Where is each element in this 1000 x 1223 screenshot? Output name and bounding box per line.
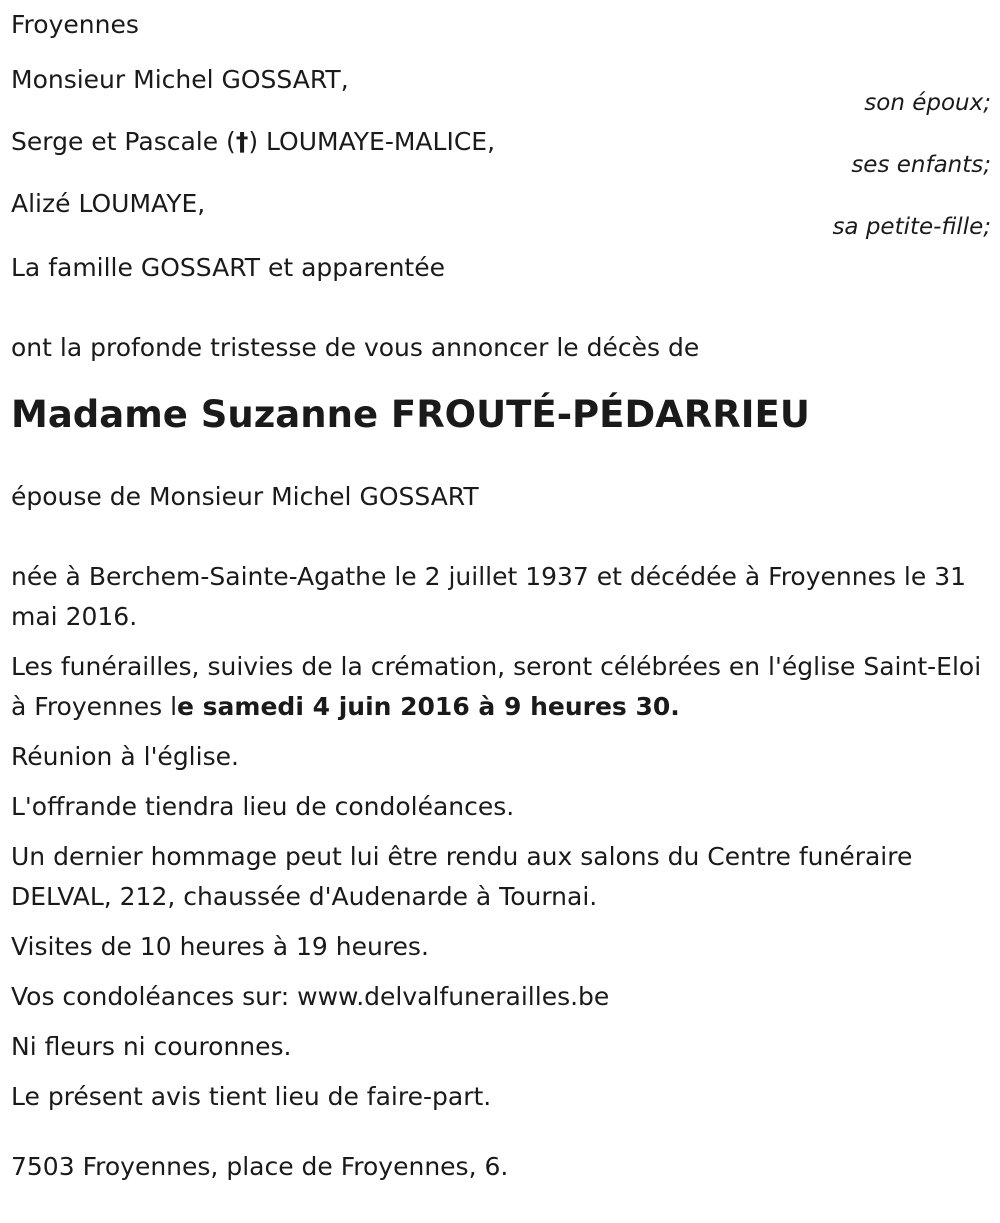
detail-homage: Un dernier hommage peut lui être rendu aux salons du Centre funéraire DELVAL, 212, chaussée d'Audenarde à Tournai. — [11, 842, 913, 911]
relation-row-children — [11, 122, 991, 184]
announcement: ont la profonde tristesse de vous annoncer le décès de — [11, 333, 700, 362]
death-notice — [11, 0, 991, 1187]
detail-visits: Visites de 10 heures à 19 heures. — [11, 932, 429, 961]
detail-meeting: Réunion à l'église. — [11, 742, 239, 771]
detail-faire-part: Le présent avis tient lieu de faire-part. — [11, 1082, 492, 1111]
relation-label: ses enfants; — [851, 152, 991, 178]
family-line: La famille GOSSART et apparentée — [11, 253, 445, 282]
deceased-name: Madame Suzanne FROUTÉ-PÉDARRIEU — [11, 393, 810, 436]
relative-name-before: Serge et Pascale ( — [11, 127, 236, 156]
birth-death: née à Berchem-Sainte-Agathe le 2 juillet 1937 et décédée à Froyennes le 31 mai 2016. — [11, 562, 967, 631]
relative-name-after: ) LOUMAYE-MALICE, — [248, 127, 496, 156]
cross-icon: † — [235, 127, 249, 156]
place-header: Froyennes — [11, 10, 139, 39]
address: 7503 Froyennes, place de Froyennes, 6. — [11, 1152, 509, 1181]
spouse-line: épouse de Monsieur Michel GOSSART — [11, 482, 479, 511]
detail-offering: L'offrande tiendra lieu de condoléances. — [11, 792, 515, 821]
funeral-date: e samedi 4 juin 2016 à 9 heures 30. — [177, 692, 680, 721]
relation-label: sa petite-fille; — [832, 214, 991, 240]
detail-no-flowers: Ni fleurs ni couronnes. — [11, 1032, 292, 1061]
funeral-text: Les funérailles, suivies de la crémation, seront célébrées en l'église Saint-Eloi à Froyennes l — [11, 652, 982, 721]
relation-row-spouse — [11, 60, 991, 122]
relation-label: son époux; — [864, 90, 991, 116]
funeral-info — [11, 647, 991, 727]
relative-name: Monsieur Michel GOSSART, — [11, 65, 349, 94]
relation-row-granddaughter — [11, 184, 991, 246]
relative-name: Alizé LOUMAYE, — [11, 189, 206, 218]
detail-condolences-link: Vos condoléances sur: www.delvalfunerailles.be — [11, 982, 610, 1011]
relative-name — [11, 122, 495, 162]
